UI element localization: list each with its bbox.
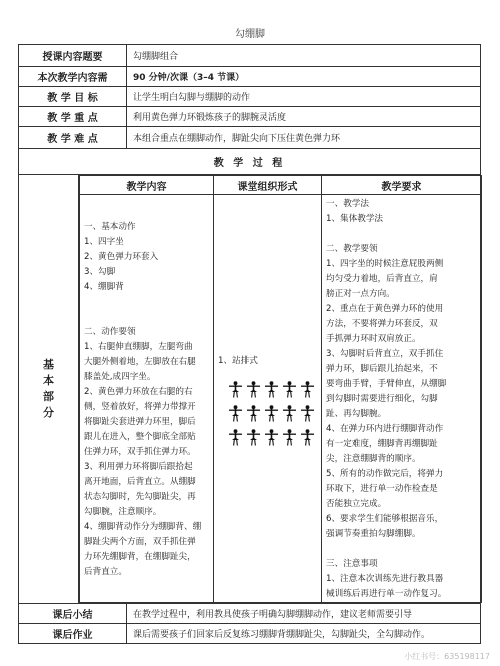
row-objective — [19, 87, 481, 107]
row-key-point — [19, 107, 481, 127]
content-line: 膝盖处,成四字坐。 — [84, 371, 156, 382]
content-line: 脚趾尖两个方面，双手抓住弹 — [84, 536, 196, 547]
requirement-line — [326, 542, 477, 557]
row-value: 在教学过程中，利用教具使孩子明确勾脚绷脚动作，建议老师需要引导 — [127, 604, 481, 624]
dancer-figure-icon — [246, 429, 261, 446]
requirement-line: 1、注意本次训练先进行教具器 — [326, 574, 444, 584]
organization-line: 1、站排式 — [218, 355, 258, 366]
section-side-label — [19, 175, 79, 604]
content-line: 大腿外侧着地，左脚放在右腿 — [84, 356, 196, 367]
content-line: 将脚趾尖套进弹力环里，脚后 — [84, 416, 196, 427]
content-line: 2、黄色弹力环套入 — [84, 251, 159, 262]
requirement-line: 3、勾脚时后背直立，双手抓住 — [326, 349, 444, 359]
content-column — [80, 195, 214, 603]
requirement-line: 4、在弹力环内进行绷脚背动作 — [326, 424, 444, 434]
row-value: 90 分钟/次课（3–4 节课） — [127, 67, 481, 87]
row-duration — [19, 67, 481, 87]
requirement-line: 均匀受力着地，后背直立，肩 — [326, 274, 438, 284]
content-line: 1、右腿伸直绷脚，左腿弯曲 — [84, 341, 193, 352]
lesson-plan-table — [18, 44, 481, 644]
requirement-line: 5、所有的动作做完后，将弹力 — [326, 469, 444, 479]
dancer-figure-icon — [300, 381, 315, 398]
dancer-figure-icon — [282, 429, 297, 446]
dancer-figure-icon — [264, 429, 279, 446]
dancer-figure-icon — [246, 381, 261, 398]
requirement-line: 二、教学要领 — [326, 244, 378, 254]
requirement-line: 械训练后再进行单一动作复习。 — [326, 589, 447, 599]
requirement-line — [326, 227, 477, 242]
requirement-line: 1、四字坐的时候注意屁股两侧 — [326, 259, 444, 269]
row-label: 教 学 目 标 — [19, 87, 127, 107]
content-line: 4、绷脚背 — [84, 281, 124, 292]
row-difficulty — [19, 127, 481, 149]
dancer-figure-icon — [282, 405, 297, 422]
process-columns — [79, 175, 482, 603]
content-line: 1、四字坐 — [84, 236, 124, 247]
requirement-line: 强调节奏重拍勾脚绷脚。 — [326, 529, 421, 539]
content-line: 力环先绷脚背，在绷脚趾尖， — [84, 551, 196, 562]
dancer-figure-icon — [282, 381, 297, 398]
organization-column — [214, 195, 322, 603]
requirements-column — [322, 195, 482, 603]
content-line: 3、利用弹力环将脚后跟拾起 — [84, 461, 193, 472]
row-value: 本组合重点在绷脚动作，脚趾尖向下压住黄色弹力环 — [127, 127, 481, 149]
requirement-line: 弹力环，脚后跟儿抬起来，不 — [326, 364, 438, 374]
requirement-line: 要弯曲手臂，手臂伸直，从绷脚 — [326, 379, 447, 389]
content-line: 状态勾脚时，先勾脚趾尖，再 — [84, 491, 196, 502]
content-line: 侧，竖着放好，将弹力带撑开 — [84, 401, 196, 412]
side-label-char: 本 — [43, 374, 54, 387]
formation-diagram — [228, 381, 317, 446]
dancer-figure-icon — [264, 405, 279, 422]
row-label: 本次教学内容需 — [19, 67, 127, 87]
dancer-figure-icon — [228, 381, 243, 398]
row-value: 让学生明白勾脚与绷脚的动作 — [127, 87, 481, 107]
content-line: 后背直立。 — [84, 566, 127, 577]
content-line: 住弹力环，双手抓住弹力环。 — [84, 446, 196, 457]
requirement-line: 到勾脚时需要进行细化，勾脚 — [326, 394, 438, 404]
content-line: 勾脚腕，注意顺序。 — [84, 506, 162, 517]
watermark: 小红书号：635198117 — [404, 652, 490, 661]
row-label: 教 学 重 点 — [19, 107, 127, 127]
row-label: 授课内容题要 — [19, 45, 127, 67]
requirement-line: 1、集体教学法 — [326, 214, 384, 224]
requirement-line: 否能独立完成。 — [326, 499, 387, 509]
side-label-char: 基 — [43, 358, 54, 371]
side-label-char: 部 — [43, 390, 54, 403]
requirement-line: 有一定难度，绷脚背再绷脚趾 — [326, 439, 438, 449]
requirement-line: 环取下，进行单一动作检查是 — [326, 484, 438, 494]
row-homework — [19, 624, 481, 644]
content-line: 4、绷脚背动作分为绷脚背、绷 — [84, 521, 202, 532]
content-line: 3、勾脚 — [84, 266, 116, 277]
requirement-line: 方法，不要将弹力环套反，双 — [326, 319, 438, 329]
side-label-char: 分 — [43, 406, 54, 419]
content-line — [84, 310, 209, 325]
header-organization: 课堂组织形式 — [214, 176, 322, 195]
requirement-line: 2、重点在于黄色弹力环的使用 — [326, 304, 444, 314]
requirement-line: 手抓弹力环时双肩放正。 — [326, 334, 421, 344]
dancer-figure-icon — [300, 429, 315, 446]
row-process-title — [19, 149, 481, 175]
requirement-line: 尖，注意绷脚背的顺序。 — [326, 454, 421, 464]
row-value: 勾绷脚组合 — [127, 45, 481, 67]
content-line: 跟儿在进入，整个脚底全部贴 — [84, 431, 196, 442]
row-process-body — [19, 175, 481, 604]
dancer-figure-icon — [300, 405, 315, 422]
document-title: 勾绷脚 — [235, 29, 265, 40]
row-value: 利用黄色弹力环锻炼孩子的脚腕灵活度 — [127, 107, 481, 127]
dancer-figure-icon — [228, 405, 243, 422]
requirement-line: 6、要求学生们能够根据音乐， — [326, 514, 444, 524]
header-content: 教学内容 — [80, 176, 214, 195]
row-label: 课后小结 — [19, 604, 127, 624]
dancer-figure-icon — [246, 405, 261, 422]
row-summary — [19, 604, 481, 624]
dancer-figure-icon — [228, 429, 243, 446]
requirement-line: 一、教学法 — [326, 199, 369, 209]
content-line: 2、黄色弹力环放在右腿的右 — [84, 386, 193, 397]
row-topic — [19, 45, 481, 67]
process-title: 教 学 过 程 — [19, 149, 481, 175]
row-label: 课后作业 — [19, 624, 127, 644]
content-line: 离开地面，后背直立。从绷脚 — [84, 476, 196, 487]
content-line: 二、动作要领 — [84, 326, 136, 337]
requirement-line: 三、注意事项 — [326, 559, 378, 569]
content-line — [84, 295, 209, 310]
dancer-figure-icon — [264, 381, 279, 398]
row-label: 教 学 难 点 — [19, 127, 127, 149]
header-requirements: 教学要求 — [322, 176, 482, 195]
requirement-line: 趾、再勾脚腕。 — [326, 409, 387, 419]
content-line: 一、基本动作 — [84, 221, 136, 232]
row-value: 课后需要孩子们回家后反复练习绷脚背绷脚趾尖，勾脚趾尖，全勾脚动作。 — [127, 624, 481, 644]
requirement-line: 膀正对一点方向。 — [326, 289, 395, 299]
